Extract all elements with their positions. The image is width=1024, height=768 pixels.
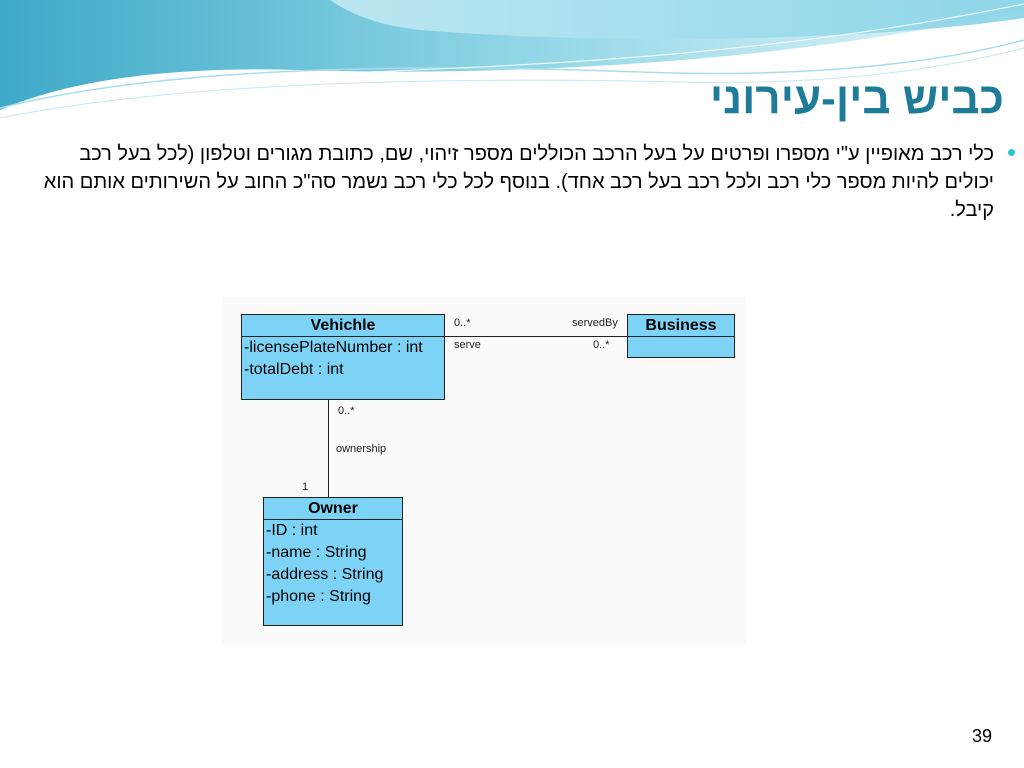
bullet-dot-icon: [1008, 149, 1015, 156]
owner-class-name: Owner: [264, 498, 402, 520]
owner-class-box: [263, 497, 403, 626]
serve-vehicle-multiplicity: 0..*: [454, 317, 471, 329]
page-number: 39: [971, 726, 992, 746]
ownership-owner-multiplicity: 1: [302, 481, 309, 493]
bullet-item: [34, 140, 994, 224]
owner-attribute: -name : String: [266, 544, 367, 561]
owner-attribute: -ID : int: [266, 522, 318, 539]
serve-association-line: [445, 336, 627, 337]
owner-attribute: -phone : String: [266, 588, 371, 605]
ownership-label: ownership: [336, 443, 387, 455]
vehicle-attribute: -licensePlateNumber : int: [244, 339, 423, 356]
bullet-text: כלי רכב מאופיין ע"י מספרו ופרטים על בעל הרכב הכוללים מספר זיהוי, שם, כתובת מגורים וטלפון (לכל בעל רכב יכולים להיות מספר כלי רכב ולכל רכב בעל רכב אחד). בנוסף לכל כלי רכב נשמר סה"כ החוב על השירותים אותם הוא קיבל.: [43, 143, 994, 221]
vehicle-class-name: Vehichle: [242, 315, 444, 337]
ownership-association-line: [328, 400, 329, 497]
serve-role-label: serve: [454, 339, 481, 351]
owner-attribute: -address : String: [266, 566, 384, 583]
vehicle-attribute: -totalDebt : int: [244, 361, 344, 378]
slide-title: כביש בין-עירוני: [709, 74, 1004, 123]
vehicle-class-box: [241, 314, 445, 400]
ownership-vehicle-multiplicity: 0..*: [338, 405, 355, 417]
serve-business-multiplicity: 0..*: [593, 339, 610, 351]
business-class-box: [627, 314, 735, 358]
business-class-name: Business: [628, 315, 734, 337]
servedby-role-label: servedBy: [572, 317, 618, 329]
class-diagram: [222, 297, 746, 645]
